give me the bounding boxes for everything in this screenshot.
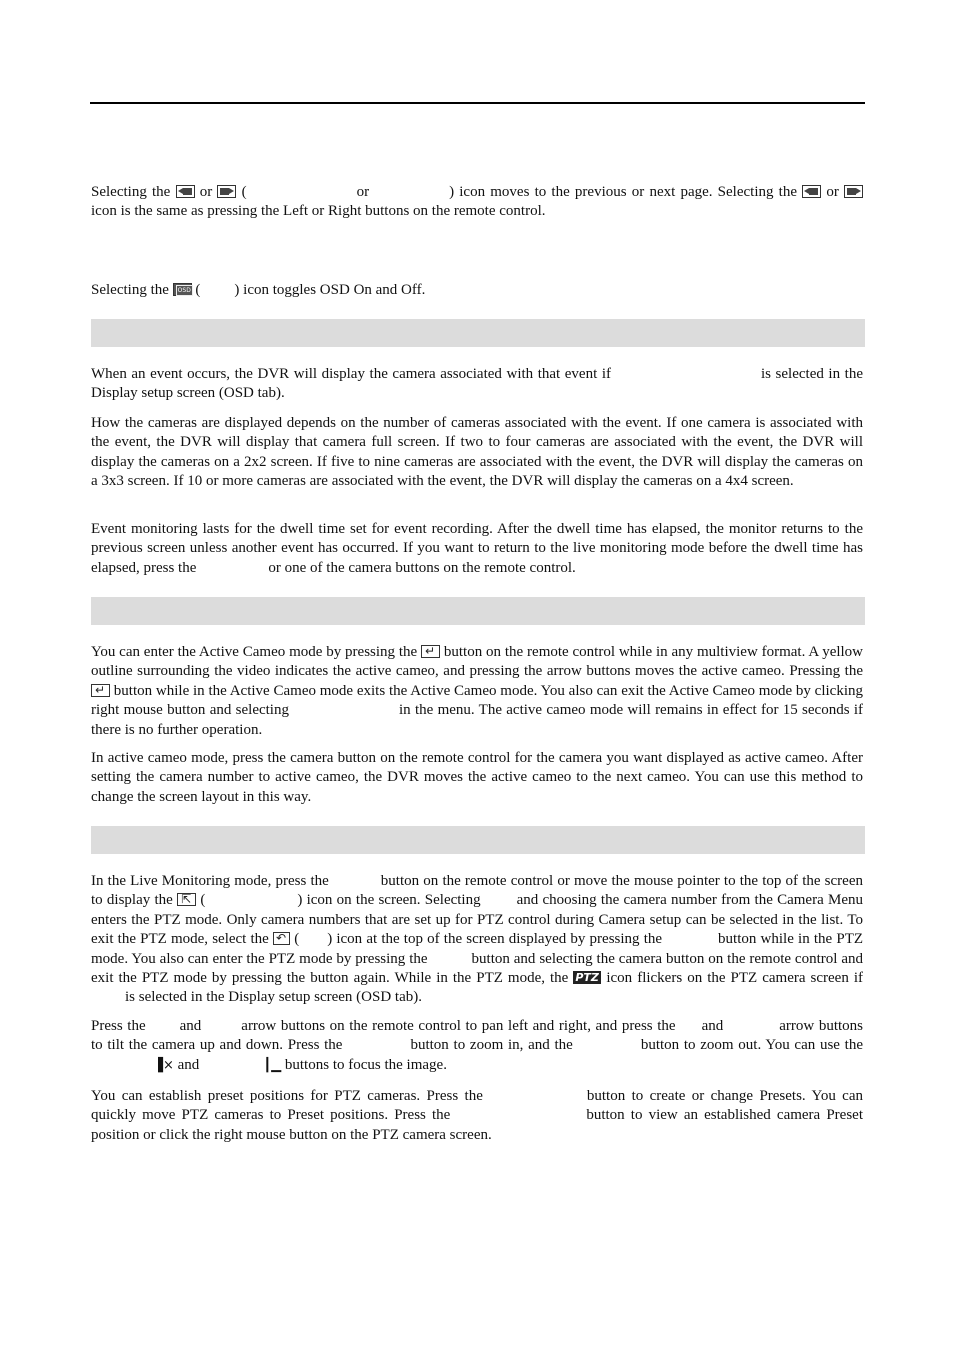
text: or: [199, 184, 213, 200]
section-band-active-cameo: [91, 597, 865, 625]
text: button and selecting the camera button on the remote control and exit the PTZ mode by pressing the button again. While in the PTZ mode, the: [91, 950, 863, 987]
focus-near-icon: ▐×: [153, 1057, 174, 1073]
next-page-icon: [844, 185, 863, 198]
text: arrow buttons on the remote control to pan left and right, and press the: [241, 1018, 676, 1034]
text: (: [200, 892, 206, 909]
paragraph-page-navigation: [91, 183, 863, 222]
text: button while in the Active Cameo mode exits the Active Cameo mode. You also can exit the Active Cameo mode by clicking right mouse button and selecting: [91, 682, 863, 719]
text: button to zoom in, and the: [410, 1037, 573, 1054]
previous-page-icon: [176, 185, 195, 198]
text: Press the: [91, 1018, 146, 1034]
text: ) icon at the top of the screen displayed by pressing the: [327, 931, 663, 948]
exit-icon: [273, 932, 290, 945]
text: button while in the PTZ mode. You also can enter the PTZ mode by pressing the: [91, 931, 864, 967]
text: and: [179, 1018, 202, 1034]
paragraph-event-display: [91, 365, 863, 404]
text: button on the remote control while in any multiview format. A yellow outline surrounding the video indicates the active cameo, and pressing the arrow buttons moves the active cameo. Pressing the: [91, 644, 864, 680]
next-page-icon: [217, 185, 236, 198]
text: (: [195, 282, 201, 298]
paragraph-ptz-mode: [91, 872, 863, 1008]
text: in the menu. The active cameo mode will remains in effect for 15 seconds if there is no further operation.: [91, 702, 863, 738]
focus-far-icon: ┃▁: [263, 1057, 282, 1073]
enter-icon: [421, 645, 440, 658]
text: and choosing the camera number from the Camera Menu enters the PTZ mode. Only camera numbers that are set up for PTZ control during Camera setup can be selected in the list. To exit the PTZ mode, select the: [91, 892, 863, 948]
text: and: [177, 1056, 200, 1073]
text: (: [294, 931, 300, 948]
paragraph-ptz-controls: [91, 1017, 863, 1075]
text: (: [241, 184, 247, 200]
section-band-event-monitoring: [91, 319, 865, 347]
text: You can establish preset positions for PTZ cameras. Press the: [91, 1088, 483, 1104]
text: button to create or change Presets. You can quickly move PTZ cameras to Preset positions. Press the: [91, 1088, 863, 1124]
text: ) icon toggles OSD On and Off.: [234, 282, 426, 298]
text: In the Live Monitoring mode, press the: [91, 873, 329, 889]
text: Selecting the: [91, 184, 171, 200]
paragraph-ptz-presets: [91, 1087, 863, 1145]
paragraph-osd-toggle: [91, 281, 863, 300]
paragraph-active-cameo-layout: In active cameo mode, press the camera button on the remote control for the camera you want displayed as active cameo. After setting the camera number to active cameo, the DVR moves the active cameo to the next cameo. You can use this method to change the screen layout in this way.: [91, 750, 863, 805]
text: ) icon on the screen. Selecting: [297, 892, 481, 909]
text: button to view an established camera Preset position or click the right mouse button on the PTZ camera screen.: [91, 1107, 863, 1143]
text: icon is the same as pressing the Left or Right buttons on the remote control.: [91, 203, 546, 220]
text: or one of the camera buttons on the remote control.: [268, 559, 576, 576]
paragraph-active-cameo: [91, 643, 863, 740]
text: or: [826, 184, 839, 200]
text: arrow buttons to tilt the camera up and down. Press the: [91, 1018, 864, 1054]
ptz-menu-icon: [177, 893, 196, 906]
text: You can enter the Active Cameo mode by pressing the: [91, 644, 418, 660]
paragraph-event-layout: How the cameras are displayed depends on the number of cameras associated with the event. If one camera is associated with the event, the DVR will display that camera full screen. If two to four cameras are associated with the event, the DVR will display the cameras on a 2x2 screen. If five to nine cameras are associated with the event, the DVR will display the cameras on a 3x3 screen. If 10 or more cameras are associated with the event, the DVR will display the cameras on a 4x4 screen.: [91, 415, 863, 490]
enter-icon: [91, 684, 110, 697]
text: buttons to focus the image.: [284, 1056, 447, 1073]
text: and: [701, 1018, 724, 1034]
text: button on the remote control or move the mouse pointer to the top of the screen to display the: [91, 873, 863, 909]
text: Event monitoring lasts for the dwell time set for event recording. After the dwell time has elapsed, the monitor returns to the previous screen unless another event has occurred. If you want to return to the live monitoring mode before the dwell time has elapsed, press the: [91, 521, 863, 576]
section-band-ptz: [91, 826, 865, 854]
paragraph-event-dwell: [91, 520, 863, 578]
text: When an event occurs, the DVR will display the camera associated with that event if: [91, 366, 611, 382]
ptz-badge-icon: [573, 971, 601, 984]
text: or: [356, 184, 370, 200]
text: ) icon moves to the previous or next page. Selecting the: [449, 184, 798, 200]
text: Selecting the: [91, 282, 169, 298]
text: button to zoom out. You can use the: [640, 1037, 864, 1054]
osd-icon: [173, 283, 192, 296]
text: icon flickers on the PTZ camera screen if: [606, 970, 864, 987]
header-rule: [90, 102, 865, 104]
previous-page-icon: [802, 185, 821, 198]
text: is selected in the Display setup screen (OSD tab).: [125, 989, 423, 1006]
text: is selected in the Display setup screen (OSD tab).: [91, 366, 863, 402]
